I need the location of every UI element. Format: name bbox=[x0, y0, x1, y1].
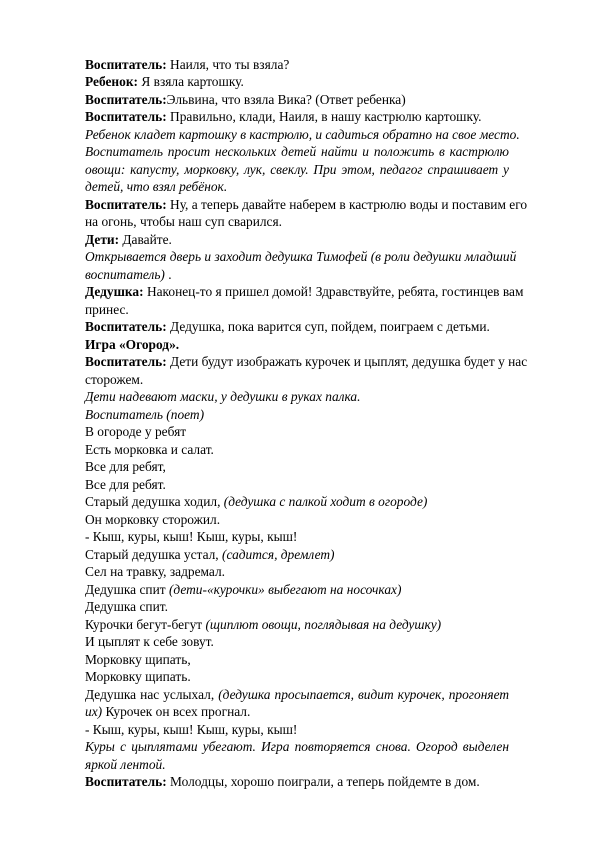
text-block bbox=[85, 56, 528, 791]
line-text: Дети будут изображать курочек и цыплят, дедушка будет у нас bbox=[166, 354, 528, 369]
speaker-label: Ребенок: bbox=[85, 74, 138, 89]
text-line bbox=[85, 178, 509, 196]
line-text: Морковку щипать. bbox=[85, 669, 191, 684]
line-text: Я взяла картошку. bbox=[138, 74, 244, 89]
line-text: Все для ребят. bbox=[85, 476, 166, 492]
stage-direction: (дедушка просыпается, видит курочек, прогоняет bbox=[218, 686, 510, 702]
stage-direction: их) bbox=[85, 704, 103, 719]
song-line bbox=[85, 563, 509, 581]
song-line bbox=[85, 546, 509, 564]
speaker-label: Воспитатель: bbox=[85, 109, 167, 124]
text-line bbox=[85, 231, 509, 249]
line-text: Есть морковка и салат. bbox=[85, 441, 214, 457]
speaker-label: Дети: bbox=[85, 231, 120, 247]
text-line bbox=[85, 213, 509, 231]
song-line bbox=[85, 476, 509, 494]
text-line bbox=[85, 738, 509, 756]
game-title: Игра «Огород». bbox=[85, 336, 180, 352]
text-line bbox=[85, 73, 509, 91]
text-line bbox=[85, 388, 509, 406]
song-line bbox=[85, 616, 509, 634]
text-line bbox=[85, 336, 509, 354]
line-text: Молодцы, хорошо поиграли, а теперь пойдемте в дом. bbox=[166, 774, 480, 789]
text-line bbox=[85, 318, 509, 336]
stage-direction: (щиплют овощи, поглядывая на дедушку) bbox=[205, 616, 442, 632]
line-text: Дедушка нас услыхал, bbox=[85, 686, 219, 702]
text-line bbox=[85, 108, 509, 126]
stage-direction: Дети надевают маски, у дедушки в руках палка. bbox=[85, 389, 361, 404]
line-text: Все для ребят, bbox=[85, 459, 166, 474]
stage-direction: воспитатель) bbox=[85, 266, 165, 282]
line-text: Он морковку сторожил. bbox=[85, 511, 221, 527]
text-line bbox=[85, 196, 528, 214]
line-text: Давайте. bbox=[119, 231, 172, 247]
speaker-label: Воспитатель: bbox=[85, 354, 167, 369]
stage-direction: овощи: капусту, морковку, лук, свеклу. При этом, педагог спрашивает у bbox=[85, 161, 509, 177]
text-line bbox=[85, 143, 509, 161]
line-text: В огороде у ребят bbox=[85, 424, 187, 439]
song-line bbox=[85, 511, 509, 529]
text-line bbox=[85, 371, 509, 389]
line-text: Курочки бегут-бегут bbox=[85, 616, 206, 632]
song-line bbox=[85, 598, 509, 616]
line-text: Дедушка, пока варится суп, пойдем, поиграем с детьми. bbox=[166, 319, 490, 334]
text-line bbox=[85, 756, 509, 774]
line-text: на огонь, чтобы наш суп сварился. bbox=[85, 214, 283, 229]
speaker-label: Воспитатель: bbox=[85, 56, 167, 72]
stage-direction: Куры с цыплятами убегают. Игра повторяется снова. Огород выделен bbox=[85, 739, 509, 754]
speaker-label: Воспитатель: bbox=[85, 91, 167, 107]
line-text: Старый дедушка ходил, bbox=[85, 494, 224, 509]
song-line bbox=[85, 633, 509, 651]
song-line bbox=[85, 458, 509, 476]
line-text: принес. bbox=[85, 301, 129, 317]
song-line bbox=[85, 668, 509, 686]
text-line bbox=[85, 161, 509, 179]
song-line bbox=[85, 581, 509, 599]
line-text: Морковку щипать, bbox=[85, 651, 191, 667]
line-text: Дедушка спит bbox=[85, 581, 169, 597]
line-text: Сел на травку, задремал. bbox=[85, 564, 226, 579]
text-line bbox=[85, 91, 509, 109]
line-text: Наиля, что ты взяла? bbox=[166, 56, 290, 72]
song-line bbox=[85, 686, 509, 704]
line-text: Старый дедушка устал, bbox=[85, 546, 223, 562]
line-text: Ну, а теперь давайте наберем в кастрюлю воды и поставим его bbox=[166, 196, 528, 212]
stage-direction: яркой лентой. bbox=[85, 756, 166, 772]
stage-direction: (садится, дремлет) bbox=[222, 546, 335, 562]
song-line bbox=[85, 493, 509, 511]
stage-direction: Ребенок кладет картошку в кастрюлю, и садиться обратно на свое место. bbox=[85, 126, 520, 142]
line-text: Наконец-то я пришел домой! Здравствуйте, ребята, гостинцев вам bbox=[143, 284, 524, 299]
stage-direction: детей, что взял ребёнок. bbox=[85, 179, 228, 194]
line-text: Правильно, клади, Наиля, в нашу кастрюлю картошку. bbox=[166, 109, 482, 124]
text-line bbox=[85, 773, 509, 791]
line-text: Дедушка спит. bbox=[85, 599, 168, 614]
text-line bbox=[85, 56, 509, 74]
text-line bbox=[85, 126, 520, 144]
song-line bbox=[85, 651, 509, 669]
song-line bbox=[85, 441, 509, 459]
stage-direction: Открывается дверь и заходит дедушка Тимофей (в роли дедушки младший bbox=[85, 249, 517, 264]
stage-direction: Воспитатель просит нескольких детей найти и положить в кастрюлю bbox=[85, 144, 509, 159]
song-line bbox=[85, 528, 509, 546]
text-line bbox=[85, 301, 509, 319]
song-line bbox=[85, 721, 509, 739]
song-line bbox=[85, 423, 509, 441]
stage-direction: (дедушка с палкой ходит в огороде) bbox=[223, 494, 428, 509]
line-text: И цыплят к себе зовут. bbox=[85, 634, 214, 649]
stage-direction: (дети-«курочки» выбегают на носочках) bbox=[168, 581, 402, 597]
speaker-label: Воспитатель: bbox=[85, 196, 167, 212]
text-line bbox=[85, 248, 517, 266]
text-line bbox=[85, 406, 509, 424]
text-line bbox=[85, 353, 528, 371]
line-text: Эльвина, что взяла Вика? (Ответ ребенка) bbox=[166, 91, 406, 107]
speaker-label: Воспитатель: bbox=[85, 319, 167, 334]
line-text: - Кыш, куры, кыш! Кыш, куры, кыш! bbox=[85, 721, 298, 737]
stage-direction: Воспитатель (поет) bbox=[85, 406, 205, 422]
line-text: Курочек он всех прогнал. bbox=[102, 704, 251, 719]
song-line bbox=[85, 703, 509, 721]
line-text: сторожем. bbox=[85, 371, 144, 387]
text-line bbox=[85, 266, 509, 284]
speaker-label: Дедушка: bbox=[85, 284, 144, 299]
text-line bbox=[85, 283, 524, 301]
speaker-label: Воспитатель: bbox=[85, 774, 167, 789]
line-text: . bbox=[164, 266, 172, 282]
line-text: - Кыш, куры, кыш! Кыш, куры, кыш! bbox=[85, 529, 298, 544]
